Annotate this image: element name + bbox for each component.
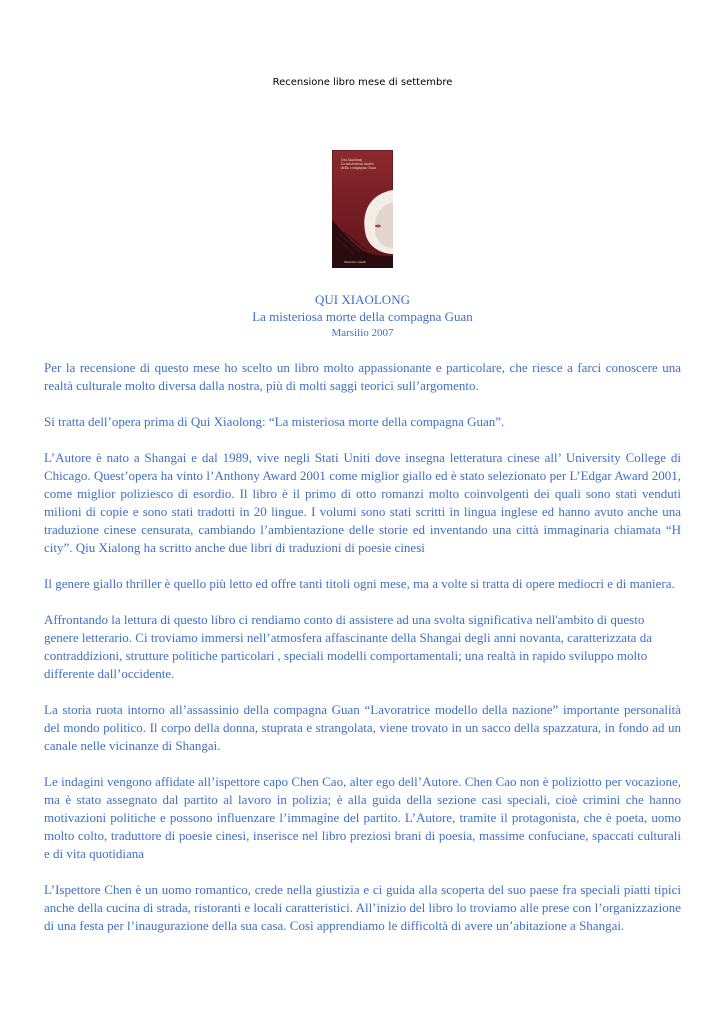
paragraph: Le indagini vengono affidate all’ispettore capo Chen Cao, alter ego dell’Autore. Chen Cao non è poliziotto per vocazione, ma è stato assegnato dal partito al lavoro in polizia; è alla guida della sezione casi speciali, cioè crimini che hanno motivazioni politiche e possono influenzare l’immagine del partito. L’Autore, tramite il protagonista, che è poeta, uomo molto colto, traduttore di poesie cinesi, inserisce nel libro preziosi brani di poesia, massime confuciane, spaccati culturali e di vita quotidiana (44, 774, 681, 861)
book-author: QUI XIAOLONG (315, 292, 410, 307)
paragraph: Affrontando la lettura di questo libro ci rendiamo conto di assistere ad una svolta significativa nell'ambito di questo genere letterario. Ci troviamo immersi nell’atmosfera affascinante della Shangai degli anni novanta, caratterizzata da contraddizioni, strutture politiche particolari , speciali modelli comportamentali; una realtà in rapido sviluppo molto differente dall’occidente. (44, 612, 652, 681)
book-title: La misteriosa morte della compagna Guan (252, 309, 473, 324)
book-cover-image (332, 150, 393, 268)
cover-title-line2: della compagna Guan (341, 166, 377, 170)
book-info (0, 292, 725, 341)
paragraph: Il genere giallo thriller è quello più letto ed offre tanti titoli ogni mese, ma a volte si tratta di opere mediocri e di maniera. (44, 576, 675, 591)
page-header: Recensione libro mese di settembre (272, 77, 453, 88)
paragraph: L’Ispettore Chen è un uomo romantico, crede nella giustizia e ci guida alla scoperta del suo paese fra speciali piatti tipici anche della cucina di strada, ristoranti e locali caratteristici. All’inizio del libro lo troviamo alle prese con l’organizzazione di una festa per l’inaugurazione della sua casa. Così apprendiamo le difficoltà di avere un’abitazione a Shangai. (44, 882, 681, 933)
cover-author: Qiu Xiaolong (341, 158, 362, 162)
cover-publisher: Marsilio Gialli (344, 260, 366, 264)
paragraph: L’Autore è nato a Shangai e dal 1989, vive negli Stati Uniti dove insegna letteratura cinese all’ University College di Chicago. Quest’opera ha vinto l’Anthony Award 2001 come miglior giallo ed è stato selezionato per L’Edgar Award 2001, come miglior poliziesco di esordio. Il libro è il primo di otto romanzi molto coinvolgenti dei quali sono stati venduti milioni di copie e sono stati tradotti in 20 lingue. I volumi sono stati scritti in lingua inglese ed hanno avuto anche una traduzione cinese censurata, cambiando l’ambientazione delle storie ed inventando una città immaginaria chiamata “H city”. Qiu Xialong ha scritto anche due libri di traduzioni di poesie cinesi (44, 450, 681, 555)
paragraph: Per la recensione di questo mese ho scelto un libro molto appassionante e particolare, che riesce a farci conoscere una realtà culturale molto diversa dalla nostra, più di molti saggi teorici sull’argomento. (44, 360, 681, 393)
cover-title-line1: La misteriosa morte (341, 162, 374, 166)
book-publisher: Marsilio 2007 (331, 327, 394, 339)
paragraph: Si tratta dell’opera prima di Qui Xiaolong: “La misteriosa morte della compagna Guan”. (44, 414, 505, 429)
review-body (44, 359, 681, 953)
paragraph: La storia ruota intorno all’assassinio della compagna Guan “Lavoratrice modello della nazione” importante personalità del mondo politico. Il corpo della donna, stuprata e strangolata, viene trovato in un sacco della spazzatura, in fondo ad un canale nelle vicinanze di Shangai. (44, 702, 681, 753)
